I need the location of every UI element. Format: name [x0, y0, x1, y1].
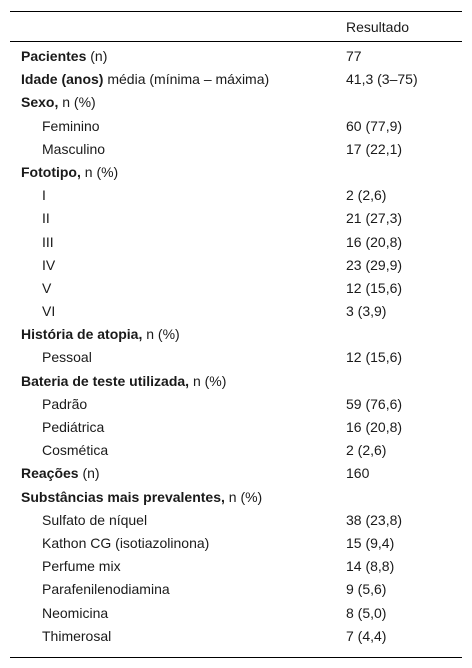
row-label: [42, 303, 55, 319]
table-row: [0, 300, 472, 323]
row-label: [21, 164, 118, 180]
row-label: [42, 187, 46, 203]
row-label-text: n (%): [142, 326, 180, 343]
row-label-text: IV: [42, 256, 56, 273]
row-label-text: I: [42, 187, 46, 204]
row-value: 2 (2,6): [346, 442, 387, 459]
table-row: [0, 115, 472, 138]
row-value: 60 (77,9): [346, 117, 403, 134]
row-value: 17 (22,1): [346, 140, 403, 157]
row-value: 12 (15,6): [346, 279, 403, 296]
row-label: [42, 257, 55, 273]
table-top-rule: [10, 11, 462, 12]
row-value: 16 (20,8): [346, 419, 403, 435]
row-label-text: V: [42, 279, 52, 296]
row-value: 8 (5,0): [346, 604, 387, 621]
table-row: [0, 184, 472, 207]
row-label: [21, 94, 96, 110]
table-row: [0, 462, 472, 485]
row-value: 59 (76,6): [346, 395, 403, 412]
table-row: [0, 625, 472, 648]
row-label: [21, 465, 100, 481]
row-value: 21 (27,3): [346, 210, 403, 227]
row-label: [42, 512, 147, 528]
row-value: 3 (3,9): [346, 303, 387, 320]
row-value: 23 (29,9): [346, 256, 403, 273]
row-value: 41,3 (3–75): [346, 71, 418, 88]
row-label-bold: Pacientes: [21, 48, 87, 64]
row-label: [21, 489, 262, 505]
table-row: [0, 91, 472, 114]
table-bottom-rule: [10, 657, 462, 658]
row-label-text: Parafenilenodiamina: [42, 581, 170, 598]
table-body: [0, 45, 472, 648]
column-header-resultado: Resultado: [346, 19, 410, 35]
row-label: [42, 141, 105, 157]
table-row: [0, 393, 472, 416]
row-label-text: n (%): [80, 163, 119, 180]
row-value: 2 (2,6): [346, 187, 387, 204]
row-label-text: n (%): [224, 488, 263, 505]
table-row: [0, 486, 472, 509]
row-label-text: média (mínima – máxima): [103, 71, 270, 88]
table-row: [0, 509, 472, 532]
row-label: [42, 442, 108, 458]
row-value: 9 (5,6): [346, 581, 387, 598]
table-row: [0, 161, 472, 184]
row-label: [21, 48, 107, 64]
row-label: [21, 373, 226, 389]
row-label: [21, 326, 180, 342]
row-label: [42, 419, 104, 435]
table-row: [0, 416, 472, 439]
table-row: [0, 68, 472, 91]
row-label-text: Thimerosal: [42, 627, 112, 644]
row-label-bold: Substâncias mais prevalentes,: [21, 488, 225, 505]
row-label-text: Masculino: [42, 140, 106, 157]
row-label: [42, 396, 87, 412]
row-label-text: Padrão: [42, 395, 88, 412]
row-value: 16 (20,8): [346, 233, 403, 250]
table-row: [0, 207, 472, 230]
row-label-text: Cosmética: [42, 442, 109, 459]
row-label: [42, 628, 111, 644]
row-value: 14 (8,8): [346, 558, 395, 575]
row-value: 7 (4,4): [346, 627, 387, 644]
row-label: [21, 71, 269, 87]
table-row: [0, 277, 472, 300]
row-label-bold: Fototipo,: [21, 163, 81, 180]
row-label: [42, 349, 92, 365]
row-label-text: Pediátrica: [42, 419, 105, 435]
table-header-rule: [10, 41, 462, 42]
table-row: [0, 323, 472, 346]
row-label-text: Perfume mix: [42, 558, 121, 575]
table-row: [0, 45, 472, 68]
table-row: [0, 254, 472, 277]
row-value: 38 (23,8): [346, 511, 403, 528]
table-row: [0, 138, 472, 161]
table-row: [0, 439, 472, 462]
row-label-text: Sulfato de níquel: [42, 511, 148, 528]
row-label-text: n (%): [189, 372, 227, 389]
table-row: [0, 578, 472, 601]
row-label: [42, 118, 100, 134]
row-label-text: Pessoal: [42, 349, 92, 366]
table-row: [0, 370, 472, 393]
row-label-text: (n): [78, 465, 100, 482]
row-label-bold: Reações: [21, 465, 79, 482]
row-label-text: II: [42, 210, 50, 227]
row-label: [42, 535, 209, 551]
row-label-text: Neomicina: [42, 604, 109, 621]
row-label-bold: Idade (anos): [21, 71, 104, 88]
row-label: [42, 581, 170, 597]
row-value: 160: [346, 465, 370, 482]
row-label-text: VI: [42, 303, 56, 320]
row-label: [42, 605, 108, 621]
row-label-bold: Bateria de teste utilizada,: [21, 372, 190, 389]
row-label-text: n (%): [58, 94, 96, 111]
table-row: [0, 231, 472, 254]
table-row: [0, 555, 472, 578]
row-label-text: Feminino: [42, 117, 100, 134]
row-label: [42, 558, 121, 574]
table-row: [0, 602, 472, 625]
row-label-text: (n): [86, 48, 108, 64]
row-value: 12 (15,6): [346, 349, 403, 366]
row-label-bold: História de atopia,: [21, 326, 143, 343]
table-row: [0, 532, 472, 555]
row-label: [42, 234, 54, 250]
row-value: 15 (9,4): [346, 534, 395, 551]
row-label-text: III: [42, 233, 54, 250]
table-row: [0, 346, 472, 369]
row-label-bold: Sexo,: [21, 94, 59, 111]
row-label: [42, 280, 51, 296]
row-value: 77: [346, 48, 362, 64]
row-label-text: Kathon CG (isotiazolinona): [42, 534, 210, 551]
row-label: [42, 210, 50, 226]
